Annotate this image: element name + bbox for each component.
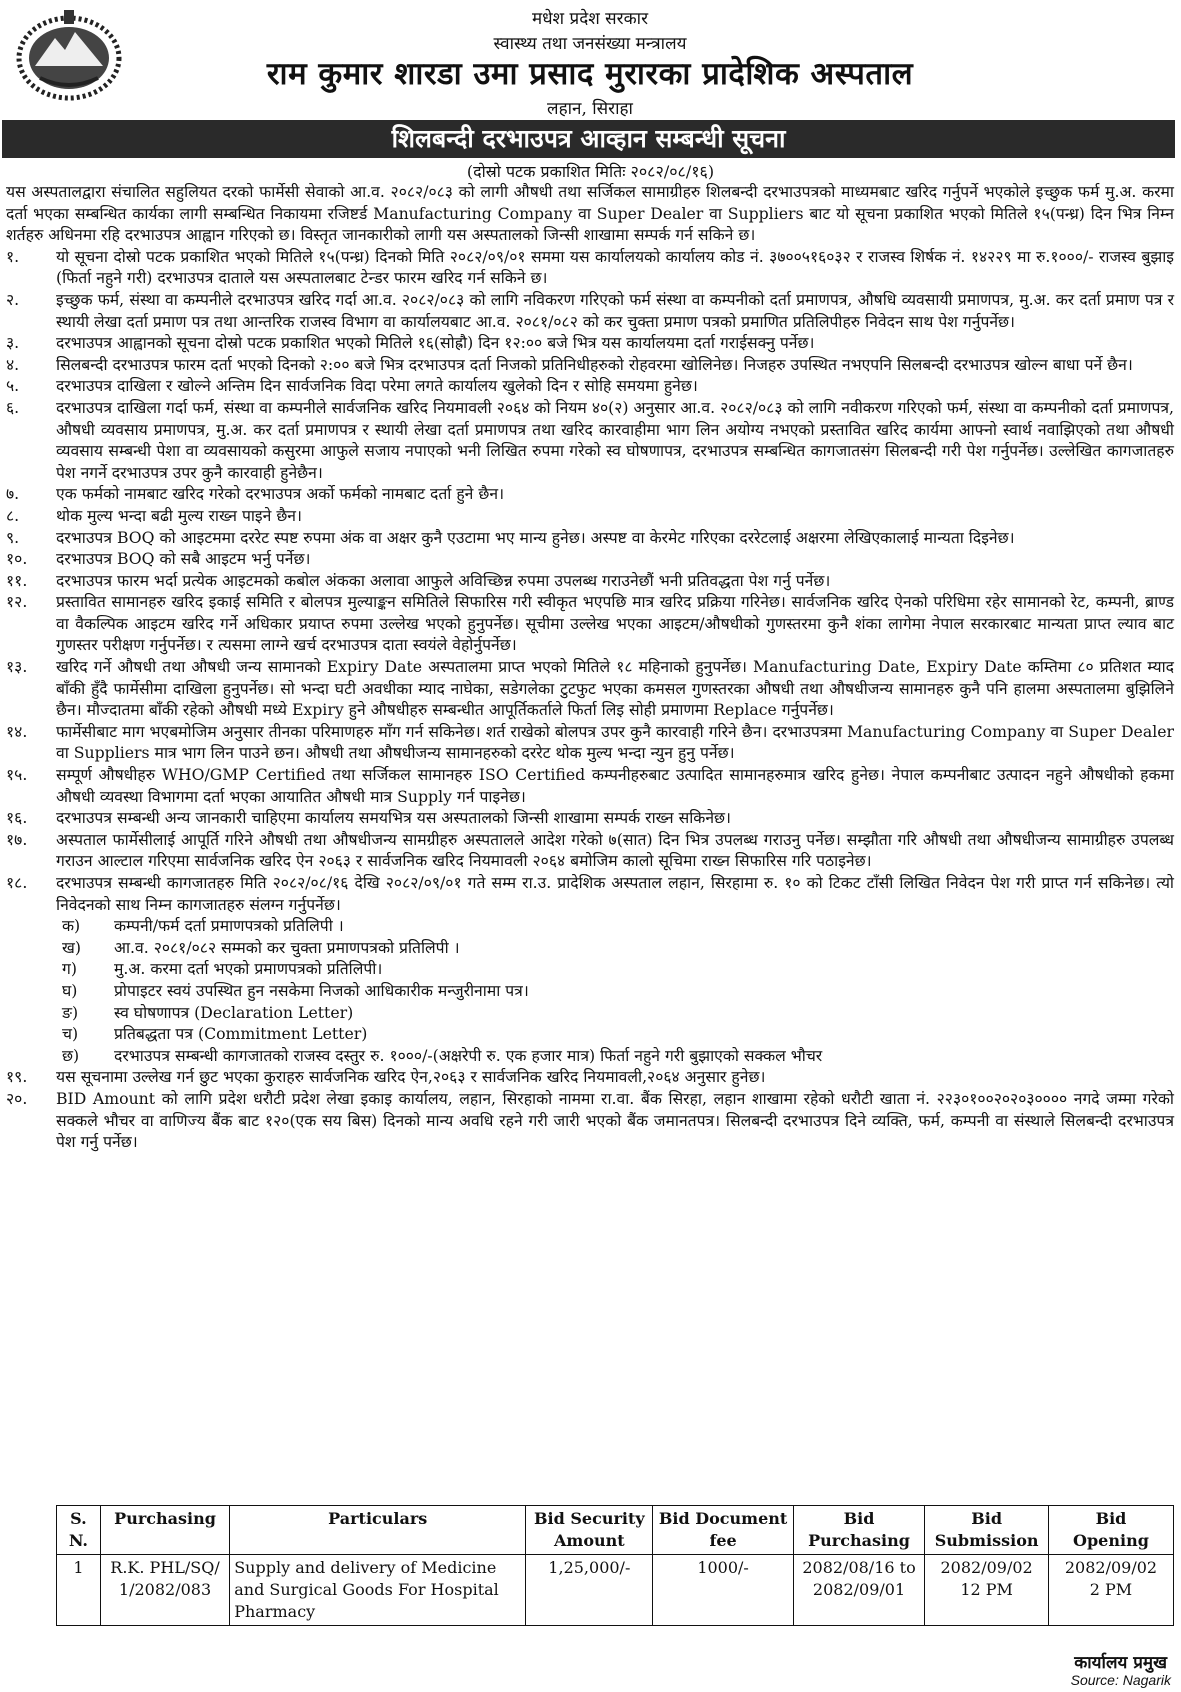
ministry-name: स्वास्थ्य तथा जनसंख्या मन्त्रालय — [493, 34, 687, 54]
item-text: इच्छुक फर्म, संस्था वा कम्पनीले दरभाउपत्र खरिद गर्दा आ.व. २०८२/०८३ को लागि नविकरण गरिएको फर्म संस्था वा कम्पनीको दर्ता प्रमाणपत्र, औषधि व्यवसायी प्रमाणपत्र, मु.अ. कर दर्ता प्रमाण पत्र र स्थायी लेखा दर्ता प्रमाण पत्र तथा आन्तरिक राजस्व विभाग वा कार्यालयबाट आ.व. २०८१/०८२ को कर चुक्ता प्रमाण पत्रको प्रमाणित प्रतिलिपीहरु निवेदन साथ पेश गर्नुपर्नेछ। — [56, 289, 1174, 331]
item-text: दरभाउपत्र आह्वानको सूचना दोस्रो पटक प्रकाशित भएको मितिले १६(सोह्रौ) दिन १२:०० बजे भित्र यस कार्यालयमा दर्ता गराईसक्नु पर्नेछ। — [56, 333, 815, 353]
list-item — [6, 505, 1174, 527]
cell-bid-document-fee: 1000/- — [653, 1555, 793, 1626]
sub-item-text: आ.व. २०८१/०८२ सम्मको कर चुक्ता प्रमाणपत्रको प्रतिलिपी । — [114, 937, 460, 957]
sub-item — [6, 1023, 1174, 1045]
item-text: दरभाउपत्र दाखिला गर्दा फर्म, संस्था वा कम्पनीले सार्वजनिक खरिद नियमावली २०६४ को नियम ४०(२) अनुसार आ.व. २०८२/०८३ को लागि नवीकरण गरिएको फर्म, संस्था वा कम्पनीको दर्ता प्रमाणपत्र, औषधी व्यवसाय प्रमाणपत्र, मु.अ. कर दर्ता प्रमाणपत्र र स्थायी लेखा दर्ता प्रमाणपत्र तथा खरिद कारवाहीमा भाग लिन अयोग्य नभएको प्रस्तावित खरिद कार्यमा आफ्नो स्वार्थ नवाझिएको तथा औषधी व्यवसाय सम्बन्धी पेशा वा व्यवसायको कसुरमा आफुले सजाय नपाएको भनी लिखित रुपमा गरेको स्व घोषणापत्र, दरभाउपत्र सम्बन्धित कागजातसंग सिलबन्दी गरी पेश गर्नुपर्नेछ। उल्लेखित कागजातहरु पेश नगर्ने दरभाउपत्र उपर कुनै कारवाही हुनेछैन। — [56, 397, 1174, 482]
list-item — [6, 246, 1174, 289]
item-number: १३. — [6, 657, 28, 677]
list-item — [6, 829, 1174, 872]
list-item — [6, 807, 1174, 829]
table-row — [57, 1555, 1174, 1626]
sub-item-text: दरभाउपत्र सम्बन्धी कागजातको राजस्व दस्तुर रु. १०००/-(अक्षरेपी रु. एक हजार मात्र) फिर्ता नहुने गरी बुझाएको सक्कल भौचर — [114, 1045, 823, 1065]
item-text: दरभाउपत्र दाखिला र खोल्ने अन्तिम दिन सार्वजनिक विदा परेमा लगते कार्यालय खुलेको दिन र सोहि समयमा हुनेछ। — [56, 376, 698, 396]
sub-item-text: प्रतिबद्धता पत्र (Commitment Letter) — [114, 1024, 368, 1044]
list-item — [6, 548, 1174, 570]
item-text: खरिद गर्ने औषधी तथा औषधी जन्य सामानको Expiry Date अस्पतालमा प्राप्त भएको मितिले १८ महिनाको हुनुपर्नेछ। Manufacturing Date, Expiry Date कम्तिमा ८० प्रतिशत म्याद बाँकी हुँदै फार्मेसीमा दाखिला हुनुपर्नेछ। सो भन्दा घटी अवधीका म्याद नाघेका, सडेगलेका टुटफुट भएका कमसल गुणस्तरका औषधी तथा औषधीजन्य सामानहरु कुनै पनि हालमा अस्पतालमा बुझिलिने छैन। मौज्दातमा बाँकी रहेको औषधी मध्ये Expiry हुने औषधीहरु सम्बन्धीत आपूर्तिकर्ताले फिर्ता लिइ सोही प्रमाणमा Replace गर्नुपर्नेछ। — [56, 657, 1174, 720]
item-text: दरभाउपत्र फारम भर्दा प्रत्येक आइटमको कबोल अंकका अलावा आफुले अविच्छिन्न रुपमा उपलब्ध गराउनेछौं भनी प्रतिवद्धता पेश गर्नु पर्नेछ। — [56, 570, 831, 590]
list-item — [6, 397, 1174, 483]
office-chief-signature: कार्यालय प्रमुख — [1074, 1653, 1167, 1673]
item-number: ६. — [6, 397, 20, 417]
sub-item — [6, 1002, 1174, 1024]
item-text: एक फर्मको नामबाट खरिद गरेको दरभाउपत्र अर्को फर्मको नामबाट दर्ता हुने छैन। — [56, 484, 505, 504]
item-number: १८. — [6, 873, 28, 892]
list-item — [6, 375, 1174, 397]
col-header-particulars: Particulars — [230, 1506, 526, 1555]
list-item — [6, 721, 1174, 764]
item-number: ३. — [6, 333, 20, 353]
cell-sn: 1 — [57, 1555, 101, 1626]
published-date: (दोस्रो पटक प्रकाशित मितिः २०८२/०८/१६) — [466, 162, 715, 181]
sub-item-number: ख) — [62, 937, 81, 957]
list-item — [6, 289, 1174, 332]
hospital-name: राम कुमार शारडा उमा प्रसाद मुरारका प्रादेशिक अस्पताल — [266, 56, 914, 92]
list-item — [6, 527, 1174, 549]
cell-bid-opening: 2082/09/02 2 PM — [1048, 1555, 1173, 1626]
list-item — [6, 483, 1174, 505]
col-header-bid-opening: Bid Opening — [1048, 1506, 1173, 1555]
list-item — [6, 332, 1174, 354]
item-number: १४. — [6, 721, 28, 741]
item-text: सिलबन्दी दरभाउपत्र फारम दर्ता भएको दिनको २:०० बजे भित्र दरभाउपत्र दर्ता निजको प्रतिनिधीहरुको रोहवरमा खोलिनेछ। निजहरु उपस्थित नभएपनि सिलबन्दी दरभाउपत्र खोल्न बाधा पर्ने छैन। — [56, 354, 1133, 374]
bid-table — [56, 1505, 1174, 1626]
cell-particulars: Supply and delivery of Medicine and Surgical Goods For Hospital Pharmacy — [230, 1555, 526, 1626]
item-text: दरभाउपत्र सम्बन्धी अन्य जानकारी चाहिएमा कार्यालय समयभित्र यस अस्पतालको जिन्सी शाखामा सम्पर्क राख्न सकिनेछ। — [56, 808, 731, 828]
sub-item — [6, 1045, 1174, 1067]
item-text: BID Amount को लागि प्रदेश धरौटी प्रदेश लेखा इकाइ कार्यालय, लहान, सिरहाको नाममा रा.वा. बैंक सिरहा, लहान शाखामा रहेको धरौटी खाता नं. २२३०१००२०२०३०००० नगदे जम्मा गरेको सक्कले भौचर वा वाणिज्य बैंक बाट १२०(एक सय बिस) दिनको मान्य अवधि रहने गरी जारी भएको बैंक जमानतपत्र। सिलबन्दी दरभाउपत्र दिने व्यक्ति, फर्म, कम्पनी वा संस्थाले सिलबन्दी दरभाउपत्र पेश गर्नु पर्नेछ। — [56, 1088, 1174, 1152]
col-header-bid-purchasing: Bid Purchasing — [793, 1506, 925, 1555]
item-number: १. — [6, 246, 20, 266]
item-number: ११. — [6, 570, 28, 590]
item-text: फार्मेसीबाट माग भएबमोजिम अनुसार तीनका परिमाणहरु माँग गर्न सकिनेछ। शर्त राखेको बोलपत्र उपर कुनै कारवाही गरिने छैन। दरभाउपत्रमा Manufacturing Company वा Super Dealer वा Suppliers मात्र भाग लिन पाउने छन। औषधी तथा औषधीजन्य सामानहरुको दररेट थोक मुल्य भन्दा न्युन हुनु पर्नेछ। — [56, 721, 1174, 763]
item-text: यस सूचनामा उल्लेख गर्न छुट भएका कुराहरु सार्वजनिक खरिद ऐन,२०६३ र सार्वजनिक खरिद नियमावली,२०६४ अनुसार हुनेछ। — [56, 1067, 766, 1087]
item-text: दरभाउपत्र BOQ को सबै आइटम भर्नु पर्नेछ। — [56, 549, 311, 569]
list-item — [6, 354, 1174, 376]
sub-item — [6, 980, 1174, 1002]
sub-item-number: घ) — [62, 980, 78, 1000]
sub-item — [6, 958, 1174, 980]
item-number: २. — [6, 289, 20, 309]
item-number: ९. — [6, 527, 20, 547]
sub-item-text: प्रोपाइटर स्वयं उपस्थित हुन नसकेमा निजको आधिकारीक मन्जुरीनामा पत्र। — [114, 980, 529, 1000]
sub-item-text: मु.अ. करमा दर्ता भएको प्रमाणपत्रको प्रतिलिपी। — [114, 959, 383, 979]
sub-item-number: छ) — [62, 1045, 80, 1065]
item-text: थोक मुल्य भन्दा बढी मुल्य राख्न पाइने छैन। — [56, 505, 302, 525]
sub-item-number: ङ) — [62, 1002, 79, 1022]
col-header-bid-document-fee: Bid Document fee — [653, 1506, 793, 1555]
list-item — [6, 656, 1174, 721]
notice-title: शिलबन्दी दरभाउपत्र आव्हान सम्बन्धी सूचना — [2, 120, 1175, 158]
cell-bid-submission: 2082/09/02 12 PM — [925, 1555, 1049, 1626]
list-item — [6, 1088, 1174, 1153]
item-number: ५. — [6, 376, 20, 396]
item-text: दरभाउपत्र सम्बन्धी कागजातहरु मिति २०८२/०८/१६ देखि २०८२/०९/०१ गते सम्म रा.उ. प्रादेशिक अस्पताल लहान, सिरहामा रु. १० को टिकट टाँसी लिखित निवेदन पेश गरी प्राप्त गर्न सकिनेछ। त्यो निवेदनको साथ निम्न कागजातहरु संलग्न गर्नुपर्नेछ। — [56, 873, 1174, 914]
nepal-emblem-icon — [10, 6, 128, 106]
sub-item-number: च) — [62, 1024, 79, 1044]
hospital-location: लहान, सिराहा — [547, 99, 633, 119]
source-credit: Source: Nagarik — [1070, 1672, 1171, 1688]
item-number: १९. — [6, 1067, 28, 1087]
col-header-bid-submission: Bid Submission — [925, 1506, 1049, 1555]
table-header-row — [57, 1506, 1174, 1555]
notice-body — [6, 181, 1174, 1153]
item-number: १२. — [6, 592, 28, 612]
item-text: सम्पूर्ण औषधीहरु WHO/GMP Certified तथा सर्जिकल सामानहरु ISO Certified कम्पनीहरुबाट उत्पादित सामानहरुमात्र खरिद हुनेछ। नेपाल कम्पनीबाट उत्पादन नहुने औषधीको हकमा औषधी व्यवस्था विभागमा दर्ता भएका आयातित औषधी मात्र Supply गर्न पाइनेछ। — [56, 765, 1174, 806]
list-item — [6, 570, 1174, 592]
list-item — [6, 764, 1174, 807]
sub-item — [6, 915, 1174, 937]
item-number: २०. — [6, 1088, 28, 1108]
government-name: मधेश प्रदेश सरकार — [531, 9, 649, 29]
item-text: यो सूचना दोस्रो पटक प्रकाशित भएको मितिले १५(पन्ध्र) दिनको मिति २०८२/०९/०१ सममा यस कार्यालयको कार्यालय कोड नं. ३७००५१६०३२ र राजस्व शिर्षक नं. १४२२९ मा रु.१०००/- राजस्व बुझाइ (फिर्ता नहुने गरी) दरभाउपत्र दाताले यस अस्पतालबाट टेन्डर फारम खरिद गर्न सकिने छ। — [56, 246, 1174, 288]
sub-item — [6, 937, 1174, 959]
item-number: १६. — [6, 808, 28, 828]
item-number: ४. — [6, 354, 20, 374]
sub-item-number: क) — [62, 916, 81, 936]
item-number: १५. — [6, 765, 28, 785]
cell-bid-purchasing: 2082/08/16 to 2082/09/01 — [793, 1555, 925, 1626]
item-number: १७. — [6, 829, 28, 849]
item-text: अस्पताल फार्मेसीलाई आपूर्ति गरिने औषधी तथा औषधीजन्य सामग्रीहरु अस्पतालले आदेश गरेको ७(सात) दिन भित्र उपलब्ध गराउनु पर्नेछ। सम्झौता गरि औषधी तथा औषधीजन्य सामाग्रीहरु उपलब्ध गराउन आल्टाल गरिएमा सार्वजनिक खरिद ऐन २०६३ र सार्वजनिक खरिद नियमावली २०६४ बमोजिम कालो सूचिमा राख्न सिफारिस गरि पठाइनेछ। — [56, 829, 1174, 871]
col-header-sn: S. N. — [57, 1506, 101, 1555]
sub-item-number: ग) — [62, 959, 77, 979]
item-text: प्रस्तावित सामानहरु खरिद इकाई समिति र बोलपत्र मुल्याङ्कन समितिले सिफारिस गरी स्वीकृत भएपछि मात्र खरिद प्रक्रिया गरिनेछ। सार्वजनिक खरिद ऐनको परिधिमा रहेर सामानको रेट, कम्पनी, ब्राण्ड वा वैकल्पिक आइटम खरिद गर्ने अधिकार प्रयाप्त रुपमा उल्लेख भएको हुनुपर्नेछ। सूचीमा उल्लेख भएका आइटम/औषधीको गुणस्तरमा कुनै शंका लागेमा नेपाल सरकारबाट मान्यता प्राप्त ल्याव बाट गुणस्तर परीक्षण गर्नुपर्नेछ। र त्यसमा लाग्ने खर्च दरभाउपत्र दाता स्वयंले वेहोर्नुपर्नेछ। — [56, 592, 1174, 655]
list-item — [6, 591, 1174, 656]
sub-item-text: स्व घोषणापत्र (Declaration Letter) — [114, 1002, 354, 1022]
cell-purchasing: R.K. PHL/SQ/ 1/2082/083 — [100, 1555, 229, 1626]
col-header-purchasing: Purchasing — [100, 1506, 229, 1555]
intro-paragraph: यस अस्पतालद्वारा संचालित सहुलियत दरको फार्मेसी सेवाको आ.व. २०८२/०८३ को लागी औषधी तथा सर्जिकल सामाग्रीहरु शिलबन्दी दरभाउपत्रको माध्यमबाट खरिद गर्नुपर्ने भएकोले इच्छुक फर्म मु.अ. करमा दर्ता भएका सम्बन्धित कार्यका लागी सम्बन्धित निकायमा रजिष्टर्ड Manufacturing Company वा Super Dealer वा Suppliers बाट यो सूचना प्रकाशित भएको मितिले १५(पन्ध्र) दिन भित्र निम्न शर्तहरु अधिनमा रहि दरभाउपत्र आह्वान गरिएको छ। विस्तृत जानकारीको लागी यस अस्पतालको जिन्सी शाखामा सम्पर्क गर्न सकिने छ। — [6, 182, 1174, 245]
item-text: दरभाउपत्र BOQ को आइटममा दररेट स्पष्ट रुपमा अंक वा अक्षर कुनै एउटामा भए मान्य हुनेछ। अस्पष्ट वा केरमेट गरिएका दररेटलाई अक्षरमा लेखिएकालाई मान्यता दिइनेछ। — [56, 527, 1015, 547]
item-number: १०. — [6, 549, 28, 569]
col-header-bid-security: Bid Security Amount — [526, 1506, 653, 1555]
item-number: ७. — [6, 484, 20, 504]
cell-bid-security: 1,25,000/- — [526, 1555, 653, 1626]
item-number: ८. — [6, 505, 20, 525]
list-item — [6, 872, 1174, 915]
sub-item-text: कम्पनी/फर्म दर्ता प्रमाणपत्रको प्रतिलिपी । — [114, 916, 344, 936]
list-item — [6, 1066, 1174, 1088]
